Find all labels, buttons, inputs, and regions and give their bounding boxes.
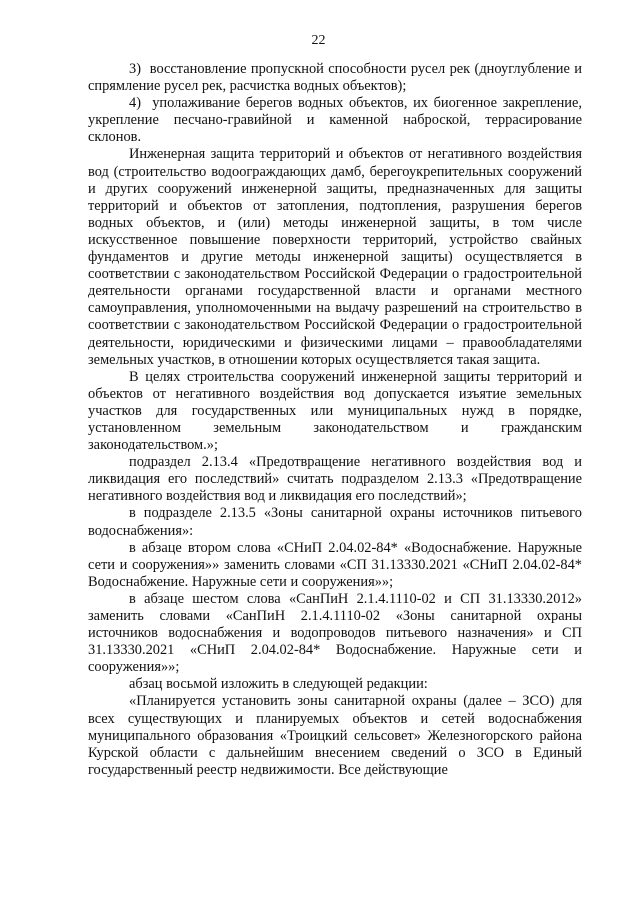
paragraph-item-3: 3) восстановление пропускной способности русел рек (дноуглубление и спрямление русел рек, расчистка водных объектов); [88, 61, 582, 95]
paragraph-amendment-eighth: абзац восьмой изложить в следующей редакции: [129, 676, 428, 693]
document-body [88, 61, 582, 779]
paragraph-subsection-2-13-5: в подразделе 2.13.5 «Зоны санитарной охраны источников питьевого водоснабжения»: [88, 505, 582, 539]
paragraph-amendment-sixth: в абзаце шестом слова «СанПиН 2.1.4.1110-02 и СП 31.13330.2012» заменить словами «СанПиН 2.1.4.1110-02 «Зоны санитарной охраны источников водоснабжения и водопроводов питьевого назначения» и СП 31.13330.2021 «СНиП 2.04.02-84* Водоснабжение. Наружные сети и сооружения»»; [88, 590, 582, 676]
paragraph-item-4: 4) уполаживание берегов водных объектов, их биогенное закрепление, укрепление песчано-гравийной и каменной наброской, террасирование склонов. [88, 95, 582, 146]
paragraph-subsection-rename: подраздел 2.13.4 «Предотвращение негативного воздействия вод и ликвидация его последствий» считать подразделом 2.13.3 «Предотвращение негативного воздействия вод и ликвидация его последствий»; [88, 454, 582, 505]
page-number: 22 [311, 33, 326, 48]
paragraph-land-seizure: В целях строительства сооружений инженерной защиты территорий и объектов от негативного воздействия вод допускается изъятие земельных участков для государственных или муниципальных нужд в порядке, установленном земельным законодательством и гражданским законодательством.»; [88, 368, 582, 454]
paragraph-amendment-second: в абзаце втором слова «СНиП 2.04.02-84* «Водоснабжение. Наружные сети и сооружения»» заменить словами «СП 31.13330.2021 «СНиП 2.04.02-84* Водоснабжение. Наружные сети и сооружения»»; [88, 539, 582, 590]
paragraph-engineering-protection: Инженерная защита территорий и объектов от негативного воздействия вод (строительство водоограждающих дамб, берегоукрепительных сооружений и других сооружений инженерной защиты, предназначенных для защиты территорий и объектов от затопления, подтопления, разрушения берегов водных объектов, и (или) методы инженерной защиты, в том числе искусственное повышение поверхности территорий, устройство свайных фундаментов и другие методы инженерной защиты) осуществляется в соответствии с законодательством Российской Федерации о градостроительной деятельности органами государственной власти и органами местного самоуправления, уполномоченными на выдачу разрешений на строительство в соответствии с законодательством Российской Федерации о градостроительной деятельности, юридическими и физическими лицами – правообладателями земельных участков, в отношении которых осуществляется такая защита. [88, 146, 582, 368]
paragraph-sanitary-zones: «Планируется установить зоны санитарной охраны (далее – ЗСО) для всех существующих и планируемых объектов и сетей водоснабжения муниципального образования «Троицкий сельсовет» Железногорского района Курской области с дальнейшим внесением сведений о ЗСО в Единый государственный реестр недвижимости. Все действующие [88, 693, 582, 778]
